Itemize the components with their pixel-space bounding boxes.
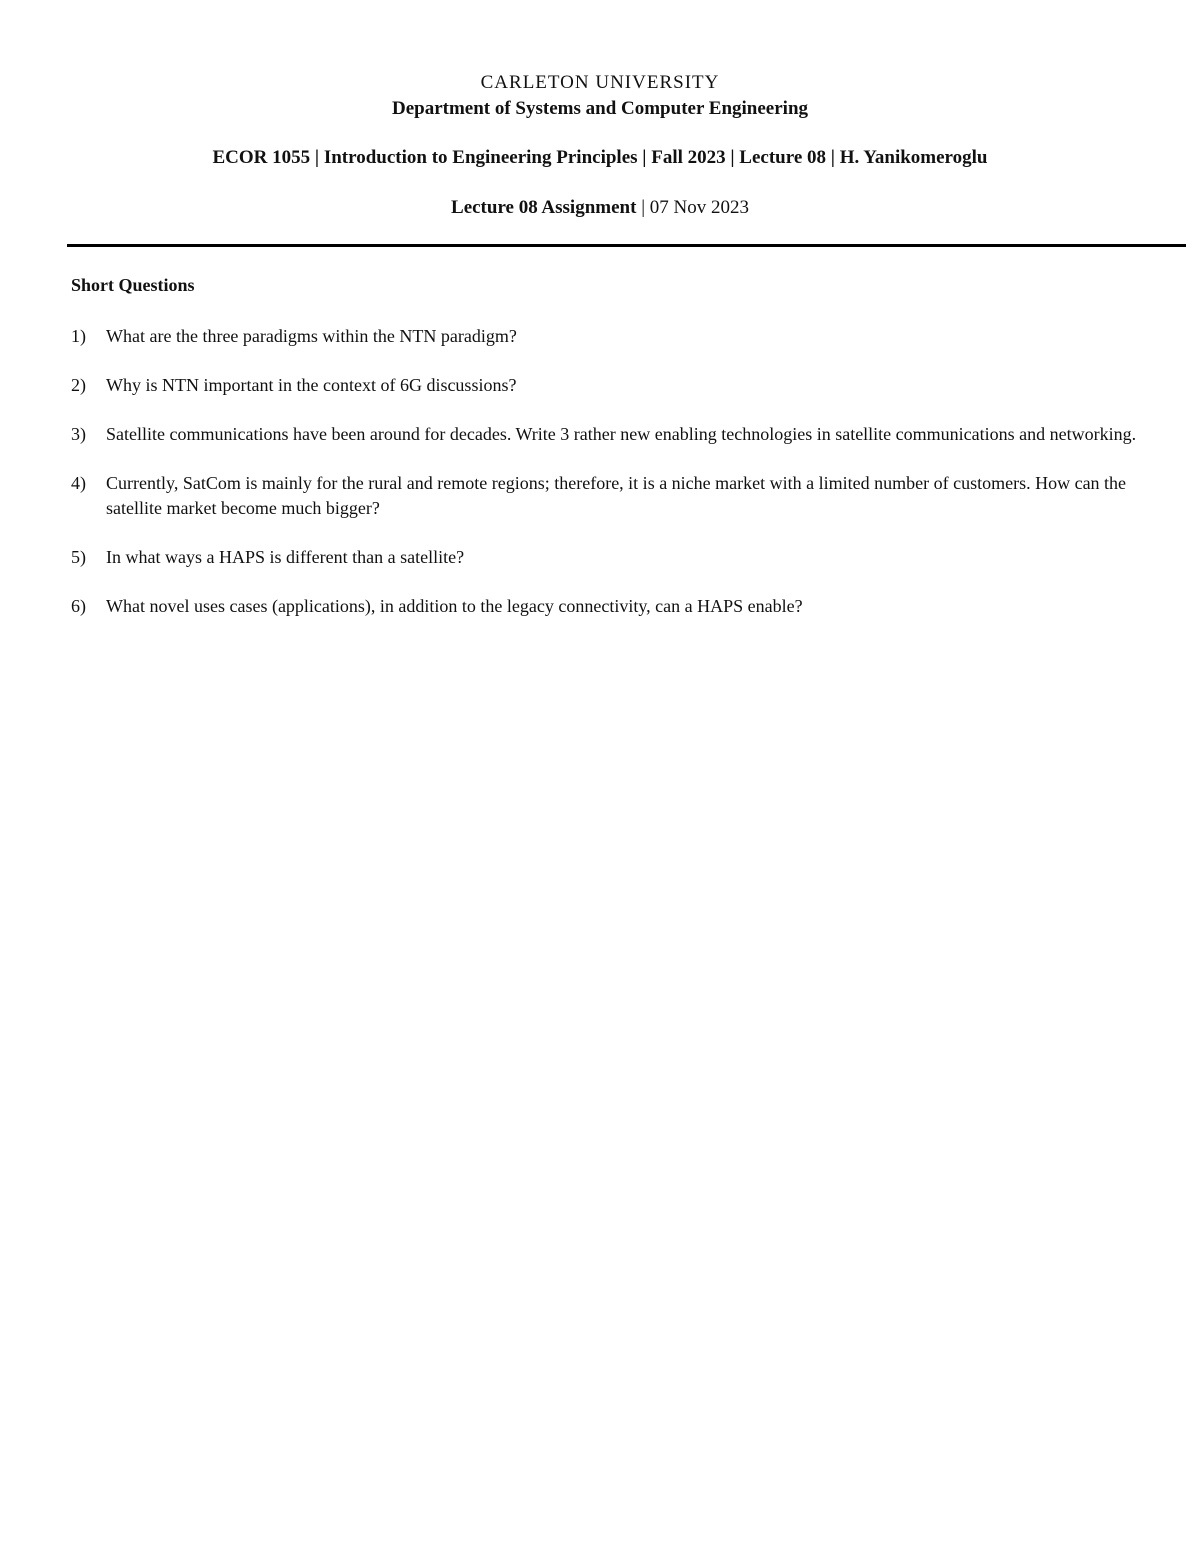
assignment-date: | 07 Nov 2023: [636, 197, 749, 218]
question-text: What novel uses cases (applications), in addition to the legacy connectivity, can a HAPS enable?: [106, 596, 803, 616]
course-line: ECOR 1055 | Introduction to Engineering Principles | Fall 2023 | Lecture 08 | H. Yanikomeroglu: [212, 147, 988, 168]
question-text: Why is NTN important in the context of 6G discussions?: [106, 375, 517, 395]
question-number: 1): [71, 326, 86, 346]
question-item: [71, 594, 1181, 619]
section-heading: Short Questions: [71, 275, 195, 295]
question-item: [71, 471, 1181, 521]
question-number: 6): [71, 596, 86, 616]
question-item: [71, 422, 1181, 447]
question-text: Currently, SatCom is mainly for the rural and remote regions; therefore, it is a niche market with a limited number of customers. How can the satellite market become much bigger?: [106, 473, 1127, 518]
department-name: Department of Systems and Computer Engineering: [391, 98, 809, 119]
question-item: [71, 324, 1181, 349]
question-number: 5): [71, 547, 86, 567]
question-text: What are the three paradigms within the NTN paradigm?: [106, 326, 517, 346]
question-number: 4): [71, 473, 86, 493]
question-number: 3): [71, 424, 86, 444]
university-name: CARLETON UNIVERSITY: [480, 72, 720, 93]
assignment-title: Lecture 08 Assignment: [451, 197, 637, 218]
question-text: In what ways a HAPS is different than a satellite?: [106, 547, 465, 567]
question-item: [71, 545, 1181, 570]
question-number: 2): [71, 375, 86, 395]
question-item: [71, 373, 1181, 398]
question-list: [71, 324, 1181, 643]
header-divider: [67, 244, 1186, 247]
assignment-line: [0, 197, 1200, 219]
question-text: Satellite communications have been around for decades. Write 3 rather new enabling technologies in satellite communications and networking.: [106, 424, 1137, 444]
